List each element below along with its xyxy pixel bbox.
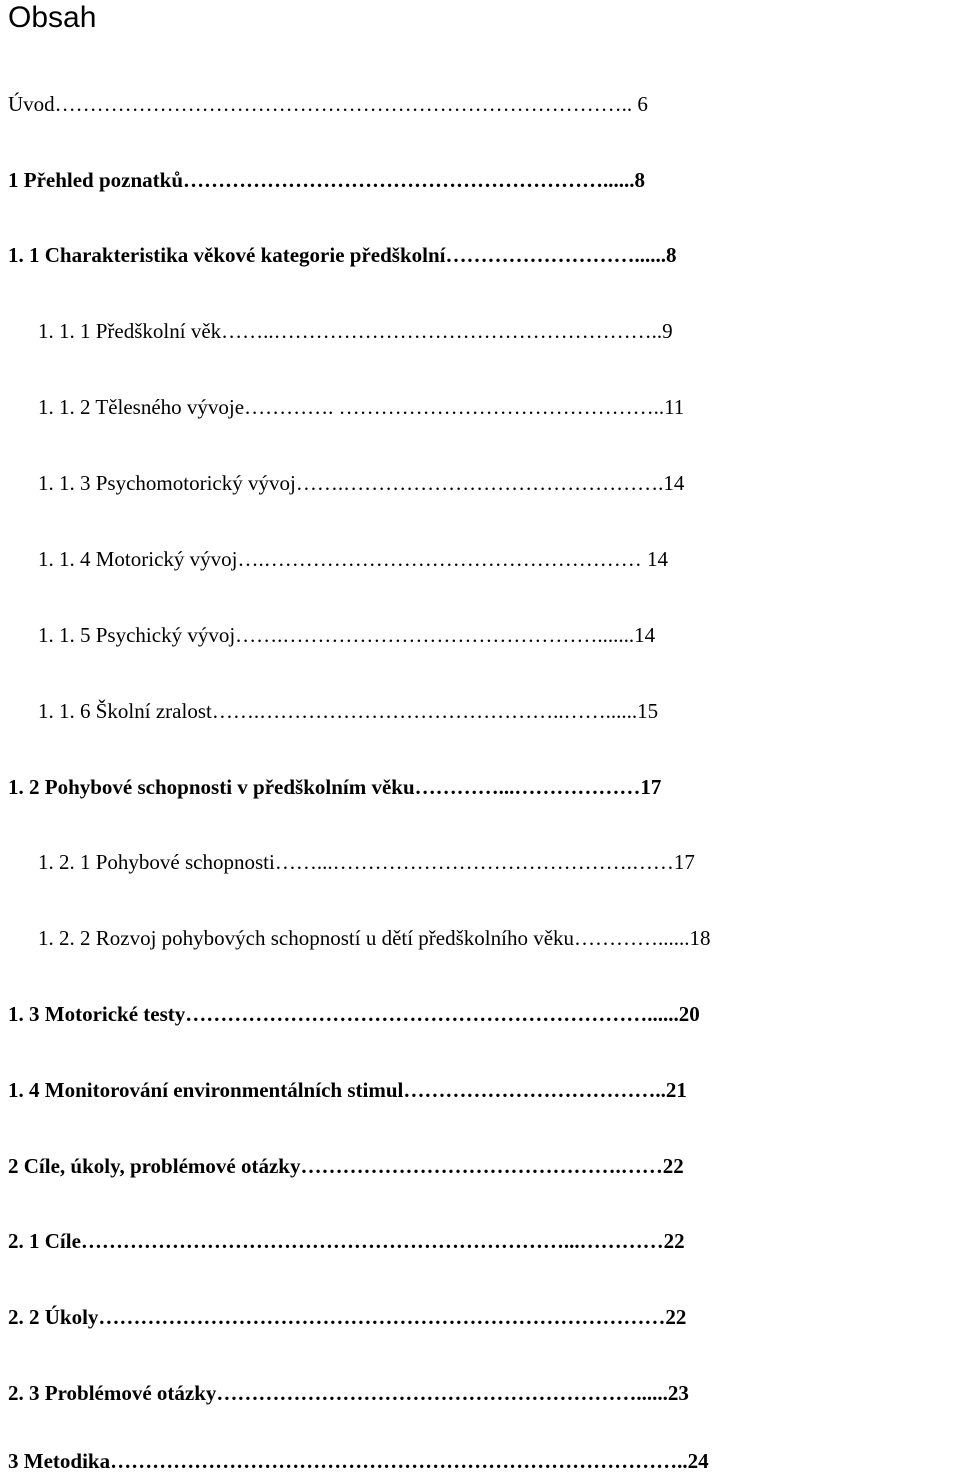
toc-entry-text: 1. 1. 1 Předškolní věk……..………………………………………………..9 bbox=[38, 319, 673, 343]
toc-entry-text: 1. 1. 5 Psychický vývoj…….……………………………………….......14 bbox=[38, 623, 656, 647]
toc-entry-rozvoj-pohybovych-schopnosti[interactable] bbox=[38, 924, 953, 952]
toc-entry-text: 2 Cíle, úkoly, problémové otázky……………………………………….……22 bbox=[8, 1154, 684, 1178]
toc-entry-text: 1. 2. 2 Rozvoj pohybových schopností u dětí předškolního věku…………......18 bbox=[38, 926, 711, 950]
toc-entry-psychicky-vyvoj[interactable] bbox=[38, 621, 953, 649]
toc-entry-text: 2. 3 Problémové otázky……………………………………………………......23 bbox=[8, 1381, 689, 1405]
toc-entry-text: 1. 1. 6 Školní zralost…….……………………………………..……......15 bbox=[38, 699, 659, 723]
toc-entry-text: 2. 1 Cíle……………………………………………………………...…………22 bbox=[8, 1229, 685, 1253]
toc-entry-motoricke-testy[interactable] bbox=[8, 1000, 953, 1028]
toc-entry-text: 1. 4 Monitorování environmentálních stimul………………………………..21 bbox=[8, 1078, 687, 1102]
toc-entry-text: 1. 1 Charakteristika věkové kategorie předškolní………………………......8 bbox=[8, 243, 677, 267]
toc-entry-cile[interactable] bbox=[8, 1227, 956, 1255]
toc-entry-text: 3 Metodika………………………………………………………………………..24 bbox=[8, 1449, 709, 1473]
toc-entry-predskolni-vek[interactable] bbox=[38, 317, 938, 345]
toc-entry-text: 1. 2 Pohybové schopnosti v předškolním věku…………...………………17 bbox=[8, 775, 662, 799]
toc-entry-telesneho-vyvoje[interactable] bbox=[38, 393, 938, 421]
toc-entry-uvod[interactable] bbox=[8, 90, 938, 118]
toc-entry-text: 1 Přehled poznatků……………………………………………………......8 bbox=[8, 168, 646, 192]
toc-entry-text: 1. 1. 2 Tělesného vývoje…………. ………………………………………..11 bbox=[38, 395, 685, 419]
toc-entry-problemove-otazky[interactable] bbox=[8, 1379, 956, 1407]
toc-entry-motoricky-vyvoj[interactable] bbox=[38, 545, 948, 573]
toc-entry-text: 1. 3 Motorické testy…………………………………………………………......20 bbox=[8, 1002, 700, 1026]
toc-entry-psychomotoricky-vyvoj[interactable] bbox=[38, 469, 948, 497]
toc-entry-monitorovani-stimul[interactable] bbox=[8, 1076, 956, 1104]
toc-entry-skolni-zralost[interactable] bbox=[38, 697, 953, 725]
toc-entry-text: 2. 2 Úkoly………………………………………………………………………22 bbox=[8, 1305, 687, 1329]
page-title: Obsah bbox=[8, 1, 97, 34]
toc-entry-pohybove-schopnosti-predskolni[interactable] bbox=[8, 773, 953, 801]
toc-entry-prehled-poznatku[interactable] bbox=[8, 166, 938, 194]
toc-entry-cile-ukoly-otazky[interactable] bbox=[8, 1152, 956, 1180]
toc-entry-text: Úvod……………………………………………………………………….. 6 bbox=[8, 92, 648, 116]
toc-entry-text: 1. 2. 1 Pohybové schopnosti……...…………………………………….……17 bbox=[38, 850, 695, 874]
toc-entry-charakteristika[interactable] bbox=[8, 241, 938, 269]
toc-entry-text: 1. 1. 3 Psychomotorický vývoj…….……………………………………….14 bbox=[38, 471, 685, 495]
toc-entry-text: 1. 1. 4 Motorický vývoj….……………………………………………… 14 bbox=[38, 547, 668, 571]
toc-entry-metodika[interactable] bbox=[8, 1447, 956, 1475]
toc-entry-pohybove-schopnosti[interactable] bbox=[38, 848, 953, 876]
toc-entry-ukoly[interactable] bbox=[8, 1303, 956, 1331]
